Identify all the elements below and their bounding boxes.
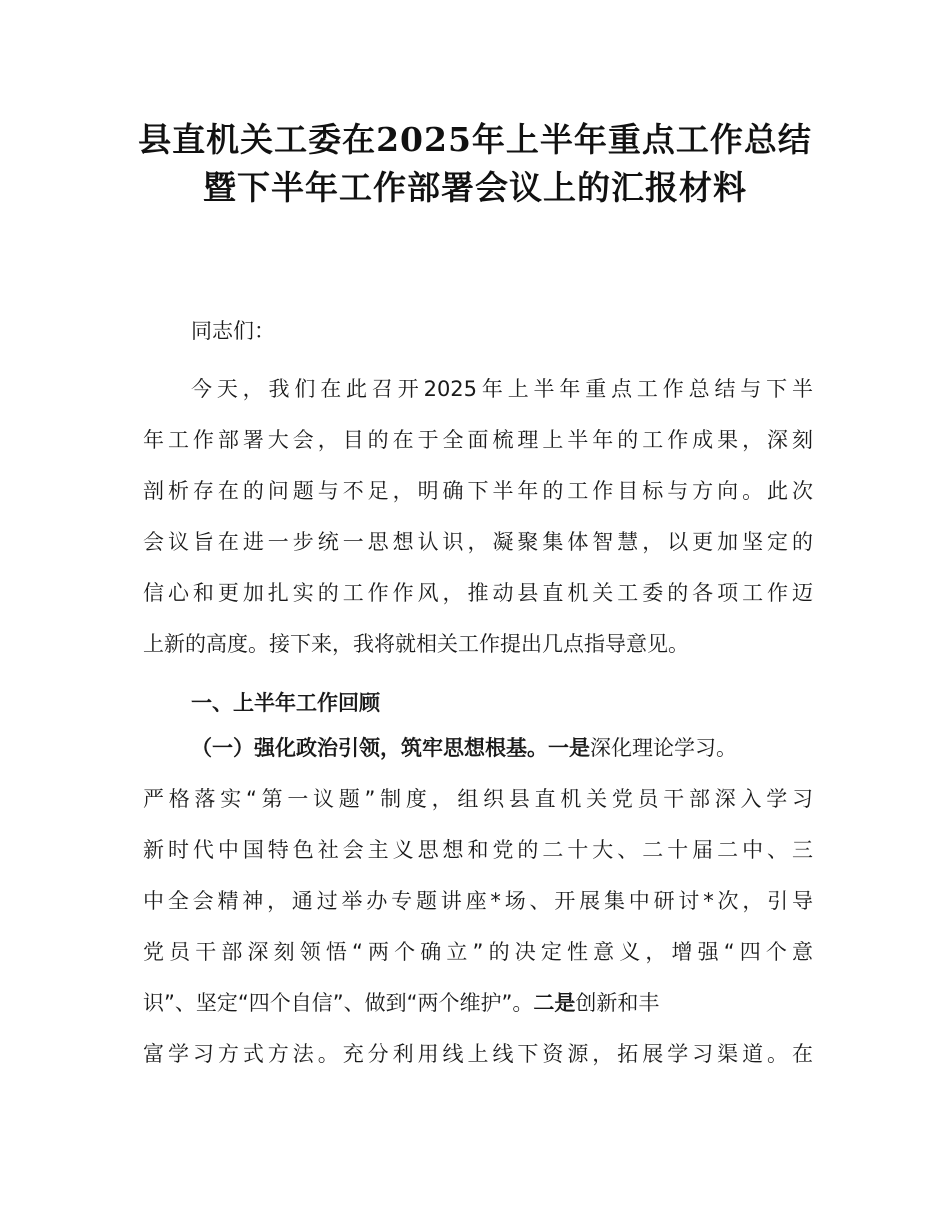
section-heading: 一、上半年工作回顾 [191, 691, 380, 715]
paragraph-line [143, 723, 863, 774]
paragraph-line: 年工作部署大会，目的在于全面梳理上半年的工作成果，深刻 [143, 428, 813, 452]
paragraph-line: 信心和更加扎实的工作作风，推动县直机关工委的各项工作迈 [143, 581, 813, 605]
document-title-line-2: 暨下半年工作部署会议上的汇报材料 [203, 168, 747, 207]
paragraph-line: 富学习方式方法。充分利用线上线下资源，拓展学习渠道。在 [143, 1042, 813, 1066]
subsection-heading: （一）强化政治引领，筑牢思想根基。 [191, 736, 548, 760]
paragraph-line: 上新的高度。接下来，我将就相关工作提出几点指导意见。 [143, 632, 689, 656]
paragraph-text: 创新和丰 [575, 991, 660, 1015]
paragraph-line: 中全会精神，通过举办专题讲座*场、开展集中研讨*次，引导 [143, 889, 813, 913]
paragraph-line: 严格落实“第一议题”制度，组织县直机关党员干部深入学习 [143, 787, 813, 811]
paragraph-line: 剖析存在的问题与不足，明确下半年的工作目标与方向。此次 [143, 479, 813, 503]
paragraph-line: 党员干部深刻领悟“两个确立”的决定性意义，增强“四个意 [143, 940, 813, 964]
document-title-line-1: 县直机关工委在2025年上半年重点工作总结 [138, 120, 812, 159]
section-paragraph [143, 723, 813, 1080]
lead-term: 二是 [533, 991, 576, 1015]
paragraph-line: 会议旨在进一步统一思想认识，凝聚集体智慧，以更加坚定的 [143, 530, 813, 554]
paragraph-line [143, 978, 813, 1029]
paragraph-line: 新时代中国特色社会主义思想和党的二十大、二十届二中、三 [143, 838, 813, 862]
paragraph-text: 深化理论学习。 [590, 736, 737, 760]
paragraph-text: 识”、坚定“四个自信”、做到“两个维护”。 [143, 991, 534, 1015]
salutation: 同志们： [191, 319, 275, 343]
intro-paragraph [143, 364, 813, 670]
lead-term: 一是 [548, 736, 590, 760]
paragraph-line: 今天，我们在此召开2025年上半年重点工作总结与下半 [191, 377, 813, 401]
